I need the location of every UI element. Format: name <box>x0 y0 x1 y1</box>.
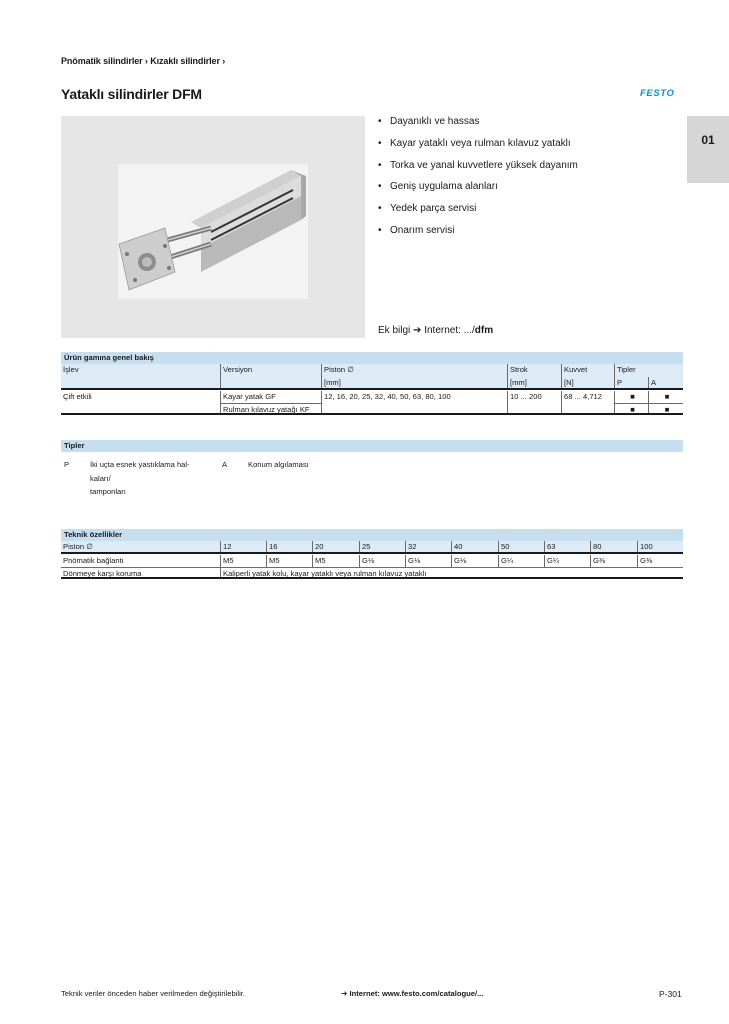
header-piston: Piston ∅ <box>321 364 507 377</box>
header-kuvvet: Kuvvet <box>561 364 614 377</box>
arrow-right-icon: ➔ <box>413 325 422 336</box>
cell-empty <box>561 403 614 413</box>
page-number: P-301 <box>659 989 682 999</box>
cell-kuvvet: 68 ... 4,712 <box>561 391 614 403</box>
tip-p-header: P <box>614 377 648 388</box>
unit-kuvvet: [N] <box>561 377 614 388</box>
teknik-band: Teknik özellikler <box>61 529 683 541</box>
header-tipler: Tipler <box>614 364 683 377</box>
value-cell: M5 <box>220 555 266 567</box>
cell-tip-a: ■ <box>648 403 683 413</box>
feature-item: • Torka ve yanal kuvvetlere yüksek dayanım <box>378 158 578 180</box>
cell-tip-p: ■ <box>614 403 648 413</box>
cylinder-illustration <box>61 116 365 338</box>
value-cell: G⅛ <box>451 555 498 567</box>
feature-item: • Onarım servisi <box>378 223 578 245</box>
size-cell: 12 <box>220 541 266 552</box>
value-cell: M5 <box>266 555 312 567</box>
size-cell: 16 <box>266 541 312 552</box>
table-row <box>61 567 683 579</box>
table-row <box>61 555 683 567</box>
unit-empty <box>61 377 220 388</box>
tipler-band: Tipler <box>61 440 683 452</box>
page-title: Yataklı silindirler DFM <box>61 86 202 102</box>
value-cell: M5 <box>312 555 359 567</box>
extra-info-prefix: Ek bilgi <box>378 325 411 336</box>
extra-info-label: Internet: .../ <box>424 325 475 336</box>
product-image <box>61 116 365 338</box>
teknik-header-row <box>61 541 683 554</box>
cell-empty <box>321 403 507 413</box>
table-row <box>61 391 683 403</box>
table-row <box>61 403 683 415</box>
tip-code: P <box>64 460 70 469</box>
unit-piston: [mm] <box>321 377 507 388</box>
unit-strok: [mm] <box>507 377 561 388</box>
feature-item: • Yedek parça servisi <box>378 201 578 223</box>
cell-versiyon: Kayar yatak GF <box>220 391 321 403</box>
size-cell: 32 <box>405 541 451 552</box>
size-cell: 40 <box>451 541 498 552</box>
value-cell: G⅛ <box>405 555 451 567</box>
teknik-table <box>61 529 683 579</box>
cell-empty <box>61 403 220 413</box>
feature-item: • Dayanıklı ve hassas <box>378 114 578 136</box>
extra-info-code: dfm <box>474 325 494 336</box>
cell-islev: Çift etkili <box>63 392 92 401</box>
size-cell: 20 <box>312 541 359 552</box>
value-cell: Kaliperli yatak kolu, kayar yataklı veya rulman kılavuz yataklı <box>220 568 683 577</box>
size-cell: 80 <box>590 541 637 552</box>
value-cell: G⅛ <box>359 555 405 567</box>
header-piston: Piston ∅ <box>63 542 93 551</box>
footer-link[interactable] <box>341 989 483 998</box>
tip-text-line: tamponları <box>90 487 126 496</box>
cell-tip-p: ■ <box>614 391 648 403</box>
cell-strok: 10 ... 200 <box>507 391 561 403</box>
tip-a-header: A <box>648 377 683 388</box>
size-cell: 25 <box>359 541 405 552</box>
header-islev: İşlev <box>63 365 79 374</box>
overview-table <box>61 352 683 415</box>
row-label: Dönmeye karşı koruma <box>63 569 142 578</box>
breadcrumb[interactable]: Pnömatik silindirler › Kızaklı silindirler › <box>61 56 226 66</box>
footer-disclaimer: Teknik veriler önceden haber verilmeden değiştirilebilir. <box>61 989 246 998</box>
tip-text-line: İki uçta esnek yastıklama hal- <box>90 460 190 469</box>
overview-header-row <box>61 364 683 377</box>
overview-band: Ürün gamına genel bakış <box>61 352 683 364</box>
feature-item: • Kayar yataklı veya rulman kılavuz yataklı <box>378 136 578 158</box>
tip-text-line: Konum algılaması <box>248 460 309 469</box>
cell-empty <box>507 403 561 413</box>
size-cell: 50 <box>498 541 544 552</box>
tip-code: A <box>222 460 228 469</box>
overview-unit-row <box>61 377 683 390</box>
section-tab-label: 01 <box>701 133 715 147</box>
value-cell: G⅜ <box>590 555 637 567</box>
footer-link-label: Internet: www.festo.com/catalogue/... <box>349 989 484 998</box>
size-cell: 100 <box>637 541 683 552</box>
row-label: Pnömatik bağlantı <box>63 556 124 565</box>
extra-info-link[interactable] <box>378 325 493 336</box>
brand-logo: FESTO <box>640 88 675 99</box>
value-cell: G⅜ <box>637 555 683 567</box>
feature-list <box>378 114 578 245</box>
tip-text-line: kaları/ <box>90 473 111 483</box>
cell-piston: 12, 16, 20, 25, 32, 40, 50, 63, 80, 100 <box>321 391 507 403</box>
size-cell: 63 <box>544 541 590 552</box>
value-cell: G¼ <box>544 555 590 567</box>
cell-tip-a: ■ <box>648 391 683 403</box>
feature-item: • Geniş uygulama alanları <box>378 179 578 201</box>
header-versiyon: Versiyon <box>220 364 321 377</box>
cell-versiyon: Rulman kılavuz yatağı KF <box>220 403 321 413</box>
arrow-right-icon: ➔ <box>341 989 348 998</box>
unit-empty <box>220 377 321 388</box>
value-cell: G¼ <box>498 555 544 567</box>
header-strok: Strok <box>507 364 561 377</box>
section-tab[interactable] <box>687 116 729 183</box>
tipler-section <box>61 440 683 452</box>
